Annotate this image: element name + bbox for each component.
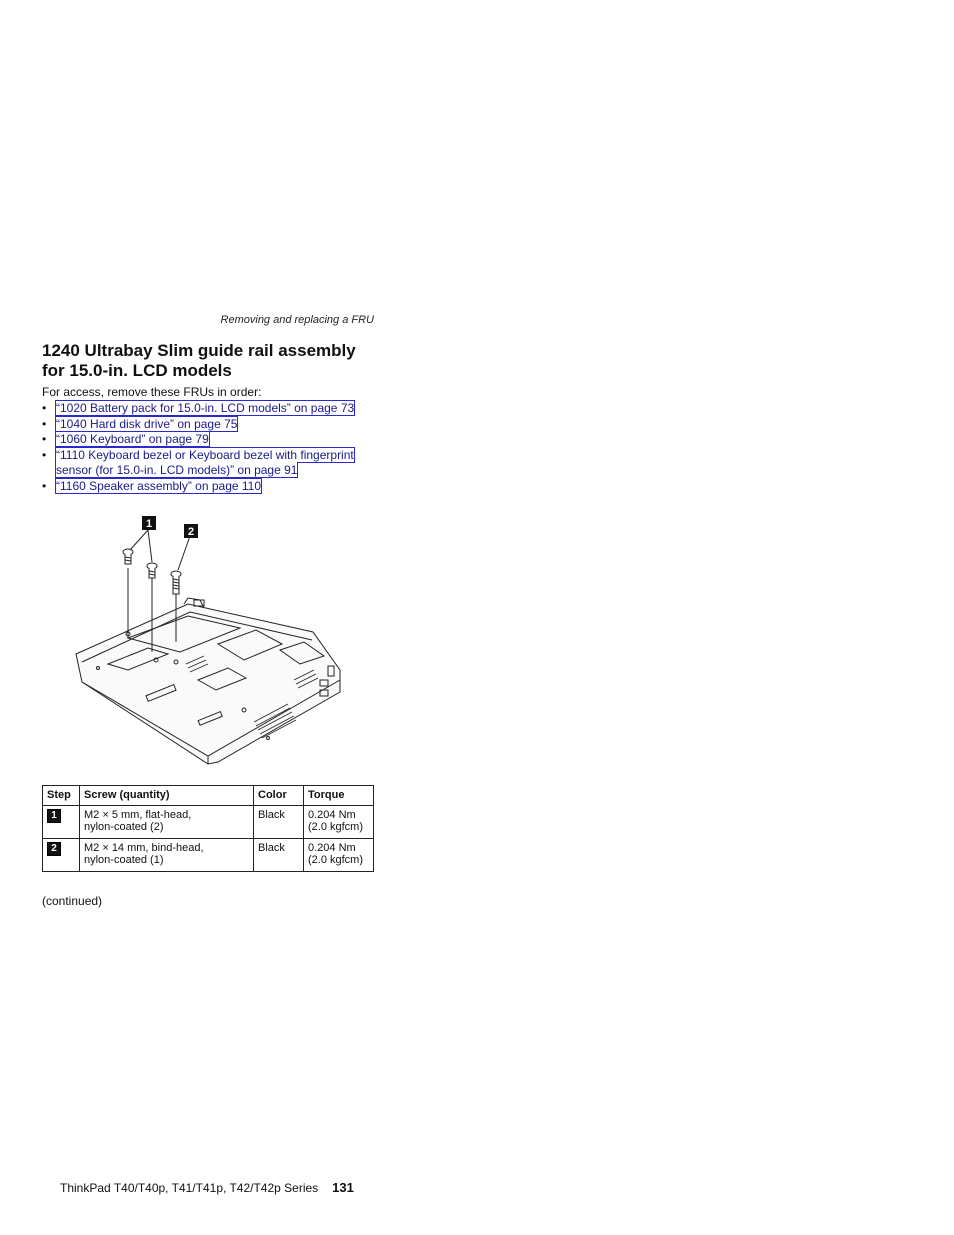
color-cell: Black [254, 839, 304, 872]
list-item [42, 448, 382, 479]
list-item [42, 417, 382, 433]
callout-label-1: 1 [145, 518, 153, 530]
fru-link-keyboard[interactable]: “1060 Keyboard” on page 79 [56, 432, 209, 446]
fru-link-battery[interactable]: “1020 Battery pack for 15.0-in. LCD models” on page 73 [56, 401, 355, 415]
torque-line: 0.204 Nm [308, 809, 356, 821]
bullet: • [42, 478, 47, 493]
title-line-1: 1240 Ultrabay Slim guide rail assembly [42, 341, 356, 360]
bullet: • [42, 432, 47, 446]
list-item [42, 479, 382, 495]
intro-text: For access, remove these FRUs in order: [42, 385, 262, 399]
torque-line: (2.0 kgfcm) [308, 854, 364, 866]
torque-cell [304, 839, 374, 872]
color-cell: Black [254, 806, 304, 839]
step-badge: 1 [47, 809, 61, 823]
fru-link-keyboard-bezel[interactable]: “1110 Keyboard bezel or Keyboard bezel with fingerprint sensor (for 15.0-in. LCD models)” on page 91 [56, 447, 354, 477]
table-row [43, 839, 374, 872]
page-footer [60, 1180, 354, 1195]
screw-line: nylon-coated (1) [84, 854, 164, 866]
screw-cell [80, 839, 254, 872]
guide-rail-figure [68, 512, 348, 772]
list-item [42, 401, 382, 417]
list-item [42, 432, 382, 448]
header-color: Color [254, 786, 304, 806]
laptop-bottom-illustration [68, 512, 348, 772]
section-title [42, 341, 382, 381]
fru-link-speaker[interactable]: “1160 Speaker assembly” on page 110 [56, 478, 262, 493]
bullet: • [42, 416, 47, 431]
step-badge: 2 [47, 842, 61, 856]
running-head: Removing and replacing a FRU [220, 314, 374, 326]
page-number: 131 [332, 1180, 354, 1195]
table-row [43, 806, 374, 839]
bullet: • [42, 401, 47, 415]
screw-line: M2 × 14 mm, bind-head, [84, 842, 204, 854]
fru-list [42, 401, 382, 494]
screw-line: M2 × 5 mm, flat-head, [84, 809, 192, 821]
table-header-row [43, 786, 374, 806]
fru-link-hdd[interactable]: “1040 Hard disk drive” on page 75 [56, 416, 238, 431]
footer-series: ThinkPad T40/T40p, T41/T41p, T42/T42p Series [60, 1181, 319, 1195]
header-screw: Screw (quantity) [80, 786, 254, 806]
title-line-2: for 15.0-in. LCD models [42, 361, 232, 380]
screw-cell [80, 806, 254, 839]
torque-cell [304, 806, 374, 839]
screw-line: nylon-coated (2) [84, 821, 164, 833]
callout-label-2: 2 [187, 526, 195, 538]
step-cell [43, 839, 80, 872]
continued-note: (continued) [42, 894, 103, 908]
header-torque: Torque [304, 786, 374, 806]
step-cell [43, 806, 80, 839]
bullet: • [42, 447, 47, 462]
header-step: Step [43, 786, 80, 806]
torque-line: (2.0 kgfcm) [308, 821, 364, 833]
screw-table [42, 785, 374, 872]
torque-line: 0.204 Nm [308, 842, 356, 854]
